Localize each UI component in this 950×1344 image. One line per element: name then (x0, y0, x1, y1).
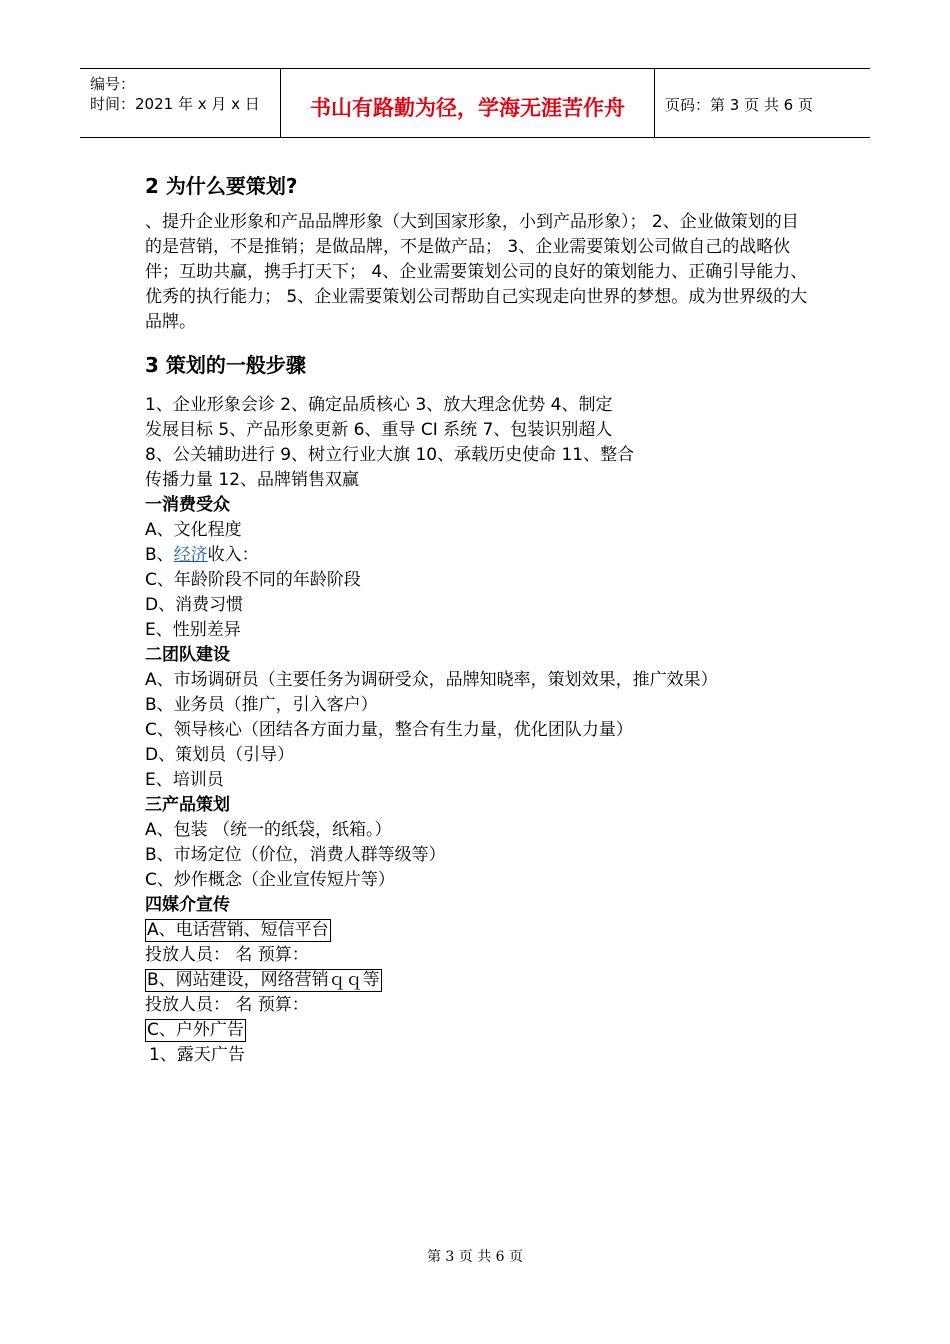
steps-line: 传播力量 12、品牌销售双赢 (145, 470, 360, 490)
list-item: E、性别差异 (145, 620, 241, 640)
staff-line: 投放人员： 名 预算： (145, 995, 309, 1015)
section2-title: 2 为什么要策划? (145, 174, 298, 198)
boxed-item-b: B、网站建设，网络营销ｑｑ等 (147, 970, 380, 990)
list-item: E、培训员 (145, 770, 224, 790)
list-item: A、市场调研员（主要任务为调研受众，品牌知晓率，策划效果，推广效果） (145, 670, 718, 690)
list-item-income (145, 543, 809, 568)
steps-line: 1、企业形象会诊 2、确定品质核心 3、放大理念优势 4、制定 (145, 395, 613, 415)
steps-line: 发展目标 5、产品形象更新 6、重导 CI 系统 7、包装识别超人 (145, 420, 613, 440)
header-page-cell (655, 69, 870, 137)
list-item: C、年龄阶段不同的年龄阶段 (145, 570, 361, 590)
list-item: C、炒作概念（企业宣传短片等） (145, 870, 395, 890)
header-left-cell (80, 69, 281, 137)
motto: 书山有路勤为径，学海无涯苦作舟 (310, 96, 625, 120)
item-b-prefix: B、 (145, 545, 174, 565)
product-title: 三产品策划 (145, 795, 230, 815)
list-item: A、包装 （统一的纸袋，纸箱。） (145, 820, 392, 840)
media-title: 四媒介宣传 (145, 895, 230, 915)
page-info: 页码：第 3 页 共 6 页 (665, 96, 813, 114)
team-title: 二团队建设 (145, 645, 230, 665)
steps-line: 8、公关辅助进行 9、树立行业大旗 10、承载历史使命 11、整合 (145, 445, 635, 465)
list-item: B、业务员（推广，引入客户） (145, 695, 378, 715)
list-item: D、策划员（引导） (145, 745, 295, 765)
steps-block (145, 393, 809, 493)
list-item: B、市场定位（价位，消费人群等级等） (145, 845, 446, 865)
boxed-item-c: C、户外广告 (147, 1020, 244, 1040)
boxed-item-a: A、电话营销、短信平台 (147, 920, 329, 940)
header-table (80, 68, 870, 138)
list-item: 1、露天广告 (149, 1045, 245, 1065)
list-item: D、消费习惯 (145, 595, 244, 615)
staff-line: 投放人员： 名 预算： (145, 945, 309, 965)
list-item: A、文化程度 (145, 520, 242, 540)
consumers-title: 一消费受众 (145, 495, 230, 515)
section2-body: 、提升企业形象和产品品牌形象（大到国家形象，小到产品形象）； 2、企业做策划的目的是营销，不是推销；是做品牌，不是做产品； 3、企业需要策划公司做自己的战略伙伴；互助共赢，携手打天下； 4、企业需要策划公司的良好的策划能力、正确引导能力、优秀的执行能力； 5、企业需要策划公司帮助自己实现走向世界的梦想。成为世界级的大品牌。 (145, 212, 808, 332)
date-label: 时间：2021 年 x 月 x 日 (90, 95, 260, 113)
number-label: 编号： (90, 75, 136, 93)
section3-title: 3 策划的一般步骤 (145, 353, 306, 377)
document-body (145, 162, 809, 1068)
list-item: C、领导核心（团结各方面力量，整合有生力量，优化团队力量） (145, 720, 633, 740)
header-motto-cell (281, 69, 655, 137)
item-b-suffix: 收入： (207, 545, 259, 565)
page-footer: 第 3 页 共 6 页 (426, 1249, 524, 1265)
economy-link[interactable]: 经济 (173, 545, 208, 565)
